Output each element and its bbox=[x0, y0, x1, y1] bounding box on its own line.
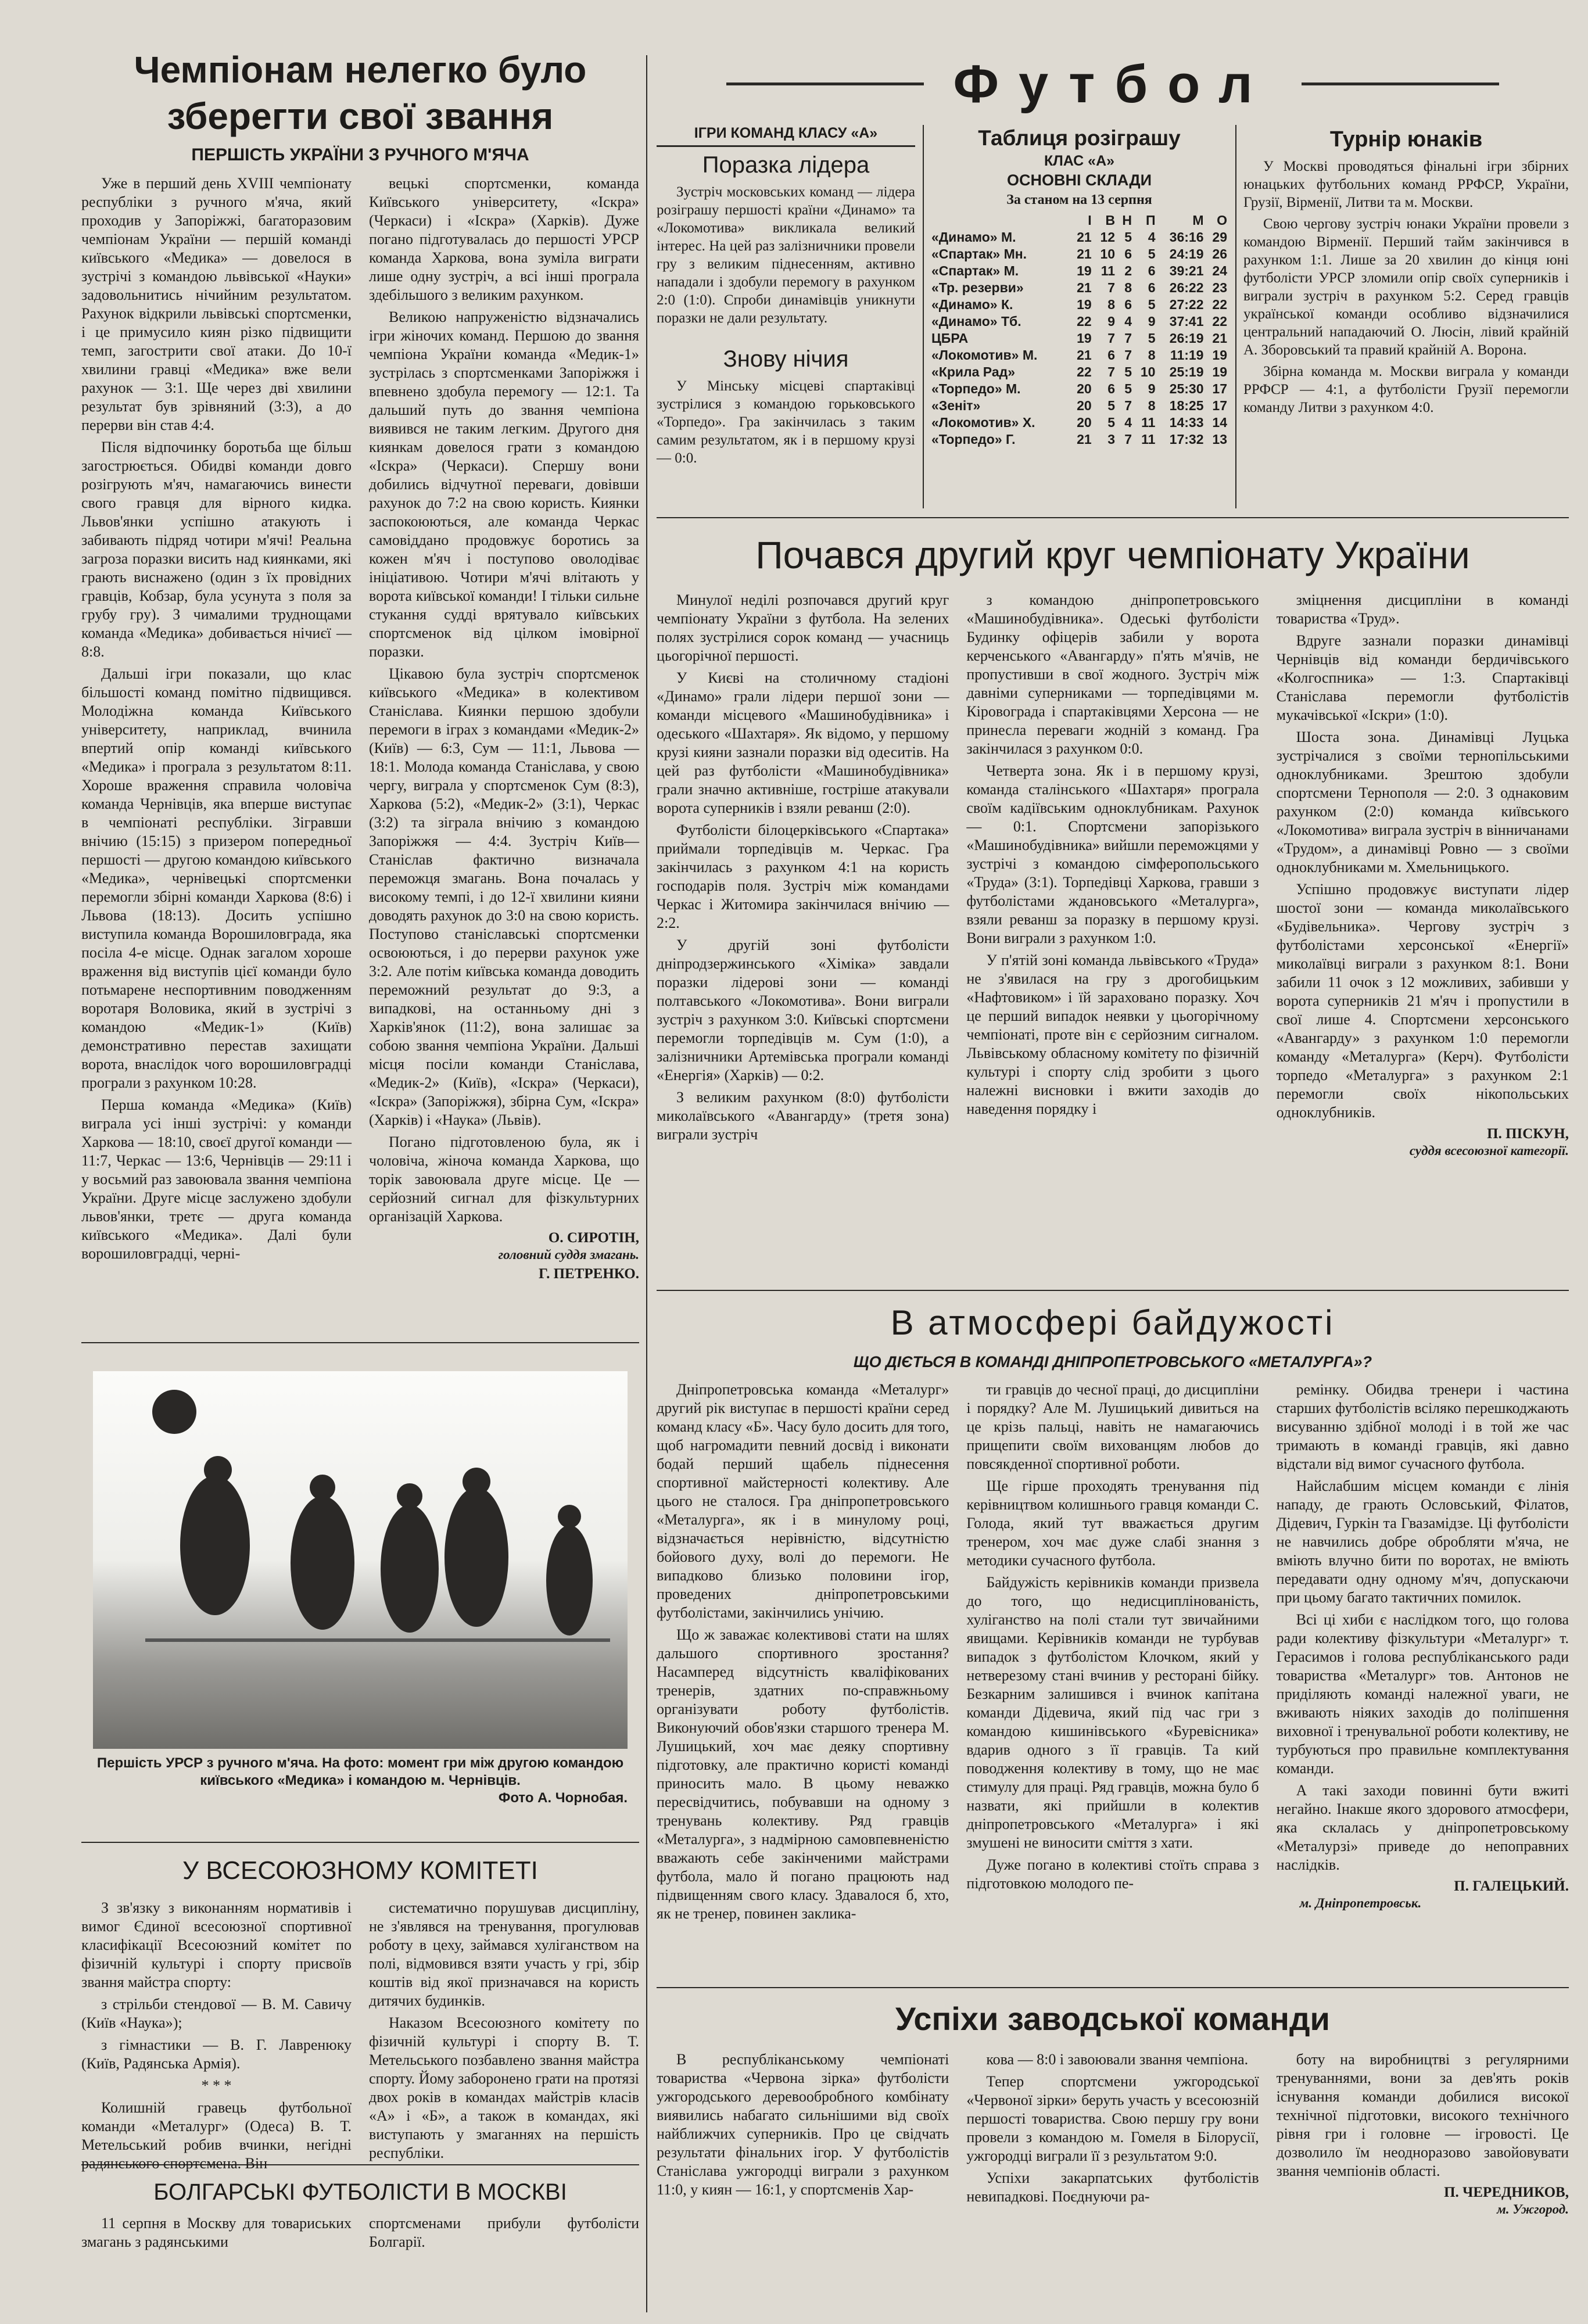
indifference-col1 bbox=[657, 1380, 949, 1927]
youth-article bbox=[1243, 125, 1569, 511]
team-name: «Динамо» Тб. bbox=[931, 314, 1021, 329]
stat-cell: 4 bbox=[1148, 229, 1156, 245]
paragraph: Найслабшим місцем команди є лінія нападу, де грають Ословський, Філатов, Дідевич, Гуркін та Гвазамідзе. Ці футболісти не навчились добре обробляти м'яча, не вміють влучно бити по воротах, не вміють передавати одну одному м'яч, допускаючи при цьому багато тактичних помилок. bbox=[1276, 1477, 1569, 1606]
paragraph: Успіхи закарпатських футболістів невипадкові. Поєднуючи ра- bbox=[966, 2169, 1259, 2205]
team-name: «Динамо» М. bbox=[931, 229, 1016, 245]
paragraph: спортсменами прибули футболісти Болгарії. bbox=[369, 2215, 639, 2250]
paragraph: Четверта зона. Як і в першому крузі, команда сталінського «Шахтаря» програла своїм кадіївським одноклубникам. Рахунок — 0:1. Спортсмени запорізького «Машинобудівника» вийшли переможцями у зустрічі з командою сімферопольського «Труда» (3:1). Торпедівці Харкова, гравши з футболістами ждановського «Металурга», взяли реванш за поразку в першому крузі. Вони виграли з рахунком 1:0. bbox=[966, 762, 1259, 946]
stat-cell: 5 bbox=[1148, 331, 1156, 346]
table-row bbox=[930, 246, 1229, 263]
stat-cell: 21 bbox=[1077, 432, 1092, 447]
paragraph: Ще гірше проходять тренування під керівництвом колишнього гравця команди С. Голода, який тут вважається другим тренером, хоч має дуже слабі знання з методики сучасного футбола. bbox=[966, 1477, 1259, 1569]
paragraph: Що ж заважає колективові стати на шлях дальшого спортивного зростання? Насамперед відсутність кваліфікованих тренерів, здатних по-справжньому організувати роботу футболістів. Виконуючий обов'язки старшого тренера М. Лушицький, хоч має деяку спортивну підготовку, але практично користі команді приносить мало. В цьому неважко пересвідчитись, побувавши на одному з тренувань колективу. Ряд гравців «Металурга», з надмірною самовпевненістю вважають себе закінченими майстрами футбола, мало й погано працюють над підвищенням свого класу. Здавалося б, хто, як не тренер, повинен заклика- bbox=[657, 1626, 949, 1922]
standings-date: За станом на 13 серпня bbox=[1006, 192, 1152, 207]
signature-place: м. Дніпропетровськ. bbox=[1299, 1896, 1422, 1910]
asterisks: * * * bbox=[201, 2077, 232, 2094]
class-a-games bbox=[657, 125, 915, 511]
stat-cell: 20 bbox=[1077, 381, 1092, 396]
paragraph: Дальші ігри показали, що клас більшості команд помітно підвищився. Молодіжна команда Київського університету, наприклад, вчинила впертий опір команді київського «Медика» і програла з результатом 8:11. Хороше враження справила чоловіча команда Чернівців, яка вперше виступає в чемпіонаті республіки. Зігравши внічию (15:15) з призером попередньої першості — другою командою київського «Медика», чернівецькі спортсменки перемогли збірні команди Харкова (8:6) і Львова (18:13). Досить успішно виступила команда Ворошиловграда, яка посіла 4-е місце. Однак загалом хороше враження від виступів цієї команди було потьмарене неспортивним поводженням воротаря Воловика, який в зустрічі з командою «Медик-1» (Київ) демонстративно перестав захищати ворота, внаслідок чого ворошиловградці програли з рахунком 10:28. bbox=[81, 665, 352, 1091]
paragraph: кова — 8:0 і завоювали звання чемпіона. bbox=[986, 2051, 1249, 2068]
stat-cell: 5 bbox=[1124, 229, 1132, 245]
class-a-header: ІГРИ КОМАНД КЛАСУ «А» bbox=[657, 125, 915, 147]
paragraph: Всі ці хиби є наслідком того, що голова ради колективу фізкультури «Металург» т. Герасимов і голова республіканського ради товариства «Металург» тов. Антонов не приділяють команді належної уваги, не вживають ніяких заходів до поліпшення виховної і тренувальної роботи колективу, не турбуються про правильне комплектування команди. bbox=[1276, 1611, 1569, 1777]
paragraph: У п'ятій зоні команда львівського «Труда» не з'явилася на гру з дрогобицьким «Нафтовиком» і їй зараховано поразку. Хоч це перший випадок неявки у цьогорічному чемпіонаті, проте він є серйозним сигналом. Львівському обласному комітету по фізичній культурі і спорту слід зробити з цього належні висновки і вжити заходів до наведення порядку і bbox=[966, 952, 1259, 1117]
stat-cell: 5 bbox=[1107, 415, 1116, 430]
paragraph: Зустріч московських команд — лідера розіграшу першості країни «Динамо» та «Локомотива» викликала великий інтерес. На цей раз залізничники провели гру з великим піднесенням, активно нападали і здобули перемогу в рахунком 2:0 (1:0). Спроби динамівців уникнути поразки не дали результату. bbox=[657, 184, 915, 326]
stat-cell: 3 bbox=[1107, 432, 1116, 447]
stat-cell: 6 bbox=[1124, 246, 1132, 261]
stat-cell: 19 bbox=[1077, 331, 1092, 346]
standings-title: Таблиця розіграшу bbox=[978, 126, 1181, 150]
column-rule-class-a bbox=[923, 125, 924, 508]
team-name: «Спартак» М. bbox=[931, 263, 1019, 278]
rule-above-committee bbox=[81, 1842, 639, 1843]
factory-col3 bbox=[1277, 2050, 1569, 2218]
paragraph: Дуже погано в колективі стоїть справа з підготовкою молодого пе- bbox=[966, 1856, 1259, 1892]
stat-cell: 26 bbox=[1212, 246, 1227, 261]
stat-cell: 2 bbox=[1124, 263, 1132, 278]
paragraph: вецькі спортсменки, команда Київського університету, «Іскра» (Черкаси) і «Іскра» (Харків). Дуже погано підготувалась до першості УРСР команда Харкова, вона зуміла виграти лише одну зустріч, а всі інші програла здебільшого з великим рахунком. bbox=[369, 175, 639, 303]
factory-article bbox=[657, 1996, 1569, 2315]
rule-above-indifference bbox=[657, 1290, 1569, 1291]
paragraph: З великим рахунком (8:0) футболісти миколаївського «Авангарду» (третя зона) виграли зустріч bbox=[657, 1089, 949, 1143]
table-row bbox=[930, 296, 1229, 313]
stat-cell: 11 bbox=[1141, 432, 1156, 447]
players-illustration bbox=[93, 1371, 628, 1749]
table-row bbox=[930, 381, 1229, 397]
team-name: «Крила Рад» bbox=[931, 364, 1016, 379]
paragraph: Вдруге зазнали поразки динамівці Чернівців від команди бердичівського «Колгоспника» — 1:3. Спартаківці Станіслава перемогли футболістів мукачівської «Іскри» (1:0). bbox=[1276, 632, 1569, 723]
column-rule-table bbox=[1235, 125, 1236, 508]
paragraph: Шоста зона. Динамівці Луцька зустрічалися з своїми тернопільськими одноклубниками. Зрештою здобули спортсмени Тернополя — 2:0. З однаковим рахунком (2:0) команда київського «Локомотива» виграла зустріч в вінничанами «Трудом», а динамівці Ровно — з своїми одноклубниками м. Хмельницького. bbox=[1276, 729, 1569, 876]
standings-header-row bbox=[930, 212, 1229, 229]
rule-above-factory bbox=[657, 1987, 1569, 1988]
committee-col2 bbox=[369, 1899, 639, 2166]
stat-cell: 22 bbox=[1077, 364, 1092, 379]
stat-cell: 7 bbox=[1107, 364, 1116, 379]
stat-cell: 21 bbox=[1212, 331, 1227, 346]
second-round-col2 bbox=[966, 591, 1259, 1122]
signature-piskun: П. ПІСКУН, bbox=[1487, 1126, 1569, 1142]
stat-cell: 5 bbox=[1124, 381, 1132, 396]
paragraph: боту на виробництві з регулярними тренуваннями, вони за дев'ять років існування команди добилися високої технічної підготовки, високого технічного рівня гри і головне — ігровості. Це дозволило їм неодноразово завойовувати звання чемпіонів області. bbox=[1276, 2051, 1569, 2179]
stat-cell: 5 bbox=[1148, 297, 1156, 312]
team-name: «Динамо» К. bbox=[931, 297, 1013, 312]
column-header: О bbox=[1217, 213, 1227, 228]
paragraph: З зв'язку з виконанням нормативів і вимог Єдиної всесоюзної спортивної класифікації Всесоюзний комітет по фізичній культурі і спорту присвоїв звання майстра спорту: bbox=[81, 1899, 352, 1991]
stat-cell: 7 bbox=[1107, 280, 1116, 295]
bulgarian-col1 bbox=[81, 2214, 352, 2255]
stat-cell: 25:30 bbox=[1169, 381, 1204, 396]
team-name: ЦБРА bbox=[931, 331, 969, 346]
signature-role: суддя всесоюзної категорії. bbox=[1409, 1143, 1569, 1158]
indifference-subtitle: ЩО ДІЄТЬСЯ В КОМАНДІ ДНІПРОПЕТРОВСЬКОГО «МЕТАЛУРГА»? bbox=[853, 1353, 1372, 1371]
stat-cell: 11:19 bbox=[1170, 347, 1204, 363]
stat-cell: 7 bbox=[1124, 347, 1132, 363]
column-rule-left bbox=[646, 55, 647, 2312]
photo-caption bbox=[93, 1755, 628, 1813]
handball-title-line2: зберегти свої звання bbox=[167, 95, 554, 137]
paragraph: Збірна команда м. Москви виграла у команди РРФСР — 4:1, а футболісти Грузії перемогли команду Литви з рахунком 4:0. bbox=[1243, 364, 1569, 415]
column-header: М bbox=[1192, 213, 1204, 228]
table-row bbox=[930, 397, 1229, 414]
team-name: «Тр. резерви» bbox=[931, 280, 1024, 295]
rule-above-second-round bbox=[657, 517, 1569, 518]
column-header: І bbox=[1088, 213, 1092, 228]
handball-photo bbox=[93, 1371, 628, 1749]
paragraph: Свою чергову зустріч юнаки України провели з командою Вірменії. Перший тайм закінчився в рахунком 1:1. Лише за 20 хвилин до кінця юні футболісти УРСР зломили опір своїх суперників і виграли зустріч в рахунком 5:2. Серед гравців української команди особливо відзначилися центральний нападаючий О. Люсін, лівий крайній А. Зборовський та правий крайній А. Ворона. bbox=[1243, 216, 1569, 358]
stat-cell: 11 bbox=[1101, 263, 1116, 278]
table-row bbox=[930, 347, 1229, 364]
paragraph: Футболісти білоцерківського «Спартака» приймали торпедівців м. Черкас. Гра закінчилась з рахунком 4:1 на користь господарів поля. Зустріч між командами Черкас і Житомира закінчилася внічию — 2:2. bbox=[657, 822, 949, 931]
bulgarian-col2 bbox=[369, 2214, 639, 2255]
paragraph: Уже в перший день XVIII чемпіонату республіки з ручного м'яча, який проходив у Запоріжжі, багаторазовим чемпіонам України — першій команді київського «Медика» — довелося в зустрічі з командою львівської «Науки» задовольнитись нічийним результатом. Рахунок відкрили львівські спортсменки, і це примусило киян різко підвищити темп, загострити свої атаки. До 10-ї хвилини гравці «Медика» вже вели рахунок — 3:1. Ще через дві хвилини результат був зрівняний (3:3), а до перерви він став 4:4. bbox=[81, 175, 352, 433]
youth-title: Турнір юнаків bbox=[1329, 127, 1483, 152]
indifference-col3 bbox=[1277, 1380, 1569, 1911]
stat-cell: 17:32 bbox=[1169, 432, 1204, 447]
stat-cell: 22 bbox=[1212, 314, 1227, 329]
team-name: «Зеніт» bbox=[931, 398, 981, 413]
committee-article bbox=[81, 1853, 639, 2172]
stat-cell: 6 bbox=[1107, 347, 1116, 363]
stat-cell: 7 bbox=[1107, 331, 1116, 346]
stat-cell: 22 bbox=[1212, 297, 1227, 312]
paragraph: Тепер спортсмени ужгородської «Червоної зірки» беруть участь у всесоюзній першості товариства. Свою першу гру вони провели з командою м. Гомеля в Білорусії, ужгородці виграли її з результатом 9:0. bbox=[966, 2073, 1259, 2164]
committee-title: У ВСЕСОЮЗНОМУ КОМІТЕТІ bbox=[182, 1856, 538, 1885]
stat-cell: 9 bbox=[1107, 314, 1116, 329]
table-row bbox=[930, 279, 1229, 296]
team-name: «Торпедо» М. bbox=[931, 381, 1021, 396]
stat-cell: 26:22 bbox=[1169, 280, 1204, 295]
bulgarian-title: БОЛГАРСЬКІ ФУТБОЛІСТИ В МОСКВІ bbox=[153, 2179, 567, 2205]
signature-role: головний суддя змагань. bbox=[498, 1247, 639, 1262]
second-round-col1 bbox=[657, 591, 949, 1147]
stat-cell: 13 bbox=[1212, 432, 1227, 447]
stat-cell: 19 bbox=[1077, 297, 1092, 312]
stat-cell: 6 bbox=[1107, 381, 1116, 396]
stat-cell: 21 bbox=[1077, 280, 1092, 295]
stat-cell: 8 bbox=[1124, 280, 1132, 295]
stat-cell: 21 bbox=[1077, 347, 1092, 363]
paragraph: Колишній гравець футбольної команди «Металург» (Одеса) В. Т. Метельський робив вчинки, негідні радянського спортсмена. Він bbox=[81, 2099, 352, 2172]
column-header: П bbox=[1145, 213, 1156, 228]
stat-cell: 17 bbox=[1212, 398, 1227, 413]
stat-cell: 6 bbox=[1124, 297, 1132, 312]
handball-title-line1: Чемпіонам нелегко було bbox=[134, 49, 587, 91]
stat-cell: 6 bbox=[1148, 263, 1156, 278]
table-row bbox=[930, 414, 1229, 431]
paragraph: Цікавою була зустріч спортсменок київського «Медика» в колективом Станіслава. Киянки першою здобули перемоги в іграх з командами «Медик-2» (Київ) — 6:3, Сум — 11:1, Львова — 18:1. Молода команда Станіслава, у свою чергу, виграла у спортсменок Сум (8:3), Харкова (5:2), «Медик-2» (3:1), Черкас (3:2) та зіграла внічию з командою Запоріжжя — 4:4. Зустріч Київ—Станіслав фактично визначала переможця змагань. Вона почалась у високому темпі, і до 12-ї хвилини кияни доводять рахунок до 3:0 на свою користь. Поступово станіславські спортсменки освоюються, і до перерви рахунок уже 3:2. Але потім київська команда доводить переможний результат до 9:3, а випадкові, на останньому дні з Харків'янок (11:2), вона залишає за собою звання чемпіона України. Дальші місця посіли команди Станіслава, «Медик-2» (Київ), «Іскра» (Черкаси), «Іскра» (Запоріжжя), збірна Сум, «Іскра» (Харків) і «Наука» (Львів). bbox=[369, 665, 639, 1128]
paragraph: з гімнастики — В. Г. Лавренюку (Київ, Радянська Армія). bbox=[81, 2036, 352, 2072]
factory-col2 bbox=[966, 2050, 1259, 2210]
draw-again-title: Знову нічия bbox=[723, 346, 849, 372]
paragraph: Успішно продовжує виступати лідер шостої зони — команда миколаївського «Будівельника». Чергову зустріч з футболістами херсонської «Енергії» миколаївці виграли з рахунком 8:1. Вони забили 11 очок з 12 можливих, забивши у ворота суперників 21 м'яч і пропустили в свої лише 4. Спортсмени херсонського «Авангарду» з рахунком 1:0 перемогли команду «Металурга» (Керч). Футболісти торпедо «Металурга» з рахунком 2:1 перемогли своїх нікопольських одноклубників. bbox=[1276, 881, 1569, 1121]
stat-cell: 5 bbox=[1124, 364, 1132, 379]
team-name: «Локомотив» Х. bbox=[931, 415, 1035, 430]
stat-cell: 21 bbox=[1077, 229, 1092, 245]
stat-cell: 8 bbox=[1148, 398, 1156, 413]
stat-cell: 5 bbox=[1148, 246, 1156, 261]
signature-sirotin: О. СИРОТІН, bbox=[548, 1230, 639, 1246]
stat-cell: 9 bbox=[1148, 314, 1156, 329]
paragraph: Після відпочинку боротьба ще більш загострюється. Обидві команди довго розігрують м'яч, намагаючись винести свого гравця для вірного кидка. Львов'янки успішно атакують і забивають підряд чотири м'ячі! Реальна загроза поразки висить над киянками, які грають виснажено (один з їх провідних гравців, Кобзар, була усунута з поля за грубу гру). З чималими труднощами команда «Медика» добивається нічиєї — 8:8. bbox=[81, 439, 352, 660]
stat-cell: 10 bbox=[1140, 364, 1156, 379]
stat-cell: 12 bbox=[1100, 229, 1116, 245]
column-header: В bbox=[1105, 213, 1116, 228]
team-name: «Локомотив» М. bbox=[931, 347, 1038, 363]
handball-subtitle: ПЕРШІСТЬ УКРАЇНИ З РУЧНОГО М'ЯЧА bbox=[191, 145, 529, 164]
indifference-article bbox=[657, 1299, 1569, 1984]
paragraph: А такі заходи повинні бути вжиті негайно. Інакше якого здорового атмосфери, яка склалась у дніпропетровському «Металурзі» приведе до непоправних наслідків. bbox=[1276, 1782, 1569, 1873]
stat-cell: 8 bbox=[1148, 347, 1156, 363]
handball-col1 bbox=[81, 174, 352, 1267]
second-round-title: Почався другий круг чемпіонату України bbox=[755, 533, 1470, 576]
paragraph: У Мінську місцеві спартаківці зустрілися з командою горьковського «Торпедо». Гра закінчилась з таким самим результатом, як і в першому крузі — 0:0. bbox=[657, 378, 915, 466]
stat-cell: 4 bbox=[1124, 415, 1132, 430]
stat-cell: 14:33 bbox=[1169, 415, 1204, 430]
stat-cell: 21 bbox=[1077, 246, 1092, 261]
stat-cell: 9 bbox=[1148, 381, 1156, 396]
table-row bbox=[930, 229, 1229, 246]
handball-col2 bbox=[369, 174, 639, 1283]
standings-class: КЛАС «А» bbox=[1044, 153, 1115, 169]
standings-block bbox=[930, 125, 1229, 511]
paragraph: Байдужість керівників команди призвела до того, що недисциплінованість, хуліганство на полі стали тут звичайними явищами. Керівників команди не турбував випадок з футболістом Клочком, який у нетверезому стані вчинив у ресторані бійку. Безкарним залишився і вчинок капітана команди Дідевича, який під час гри з командою кишинівського «Буревісника» вдарив одного з її гравців. Та кий поводження колективу в тому, що не має стимулу для праці. Ряд гравців, можна було б назвати, які прийшли в колектив дніпропетровського «Металурга» і які змушені не виносити сміття з хати. bbox=[966, 1574, 1259, 1851]
stat-cell: 7 bbox=[1124, 331, 1132, 346]
handball-article bbox=[81, 46, 639, 1342]
stat-cell: 19 bbox=[1077, 263, 1092, 278]
photo-credit: Фото А. Чорнобая. bbox=[498, 1790, 628, 1806]
stat-cell: 20 bbox=[1077, 398, 1092, 413]
stat-cell: 20 bbox=[1077, 415, 1092, 430]
table-row bbox=[930, 431, 1229, 448]
paragraph: ти гравців до чесної праці, до дисципліни і порядку? Але М. Лушицький дивиться на це крізь пальці, навіть не намагаючись прищепити своїм вихованцям любов до повсякденної спортивної роботи. bbox=[966, 1381, 1259, 1472]
team-name: «Спартак» Мн. bbox=[931, 246, 1027, 261]
stat-cell: 39:21 bbox=[1169, 263, 1204, 278]
stat-cell: 22 bbox=[1077, 314, 1092, 329]
paragraph: У Києві на столичному стадіоні «Динамо» грали лідери першої зони — команди місцевого «Машинобудівника» і одеського «Шахтаря». Як відомо, у першому крузі кияни зазнали поразки від одеситів. На цей раз футболісти «Машинобудівника» грали значно активніше, гостріше атакували ворота суперників і взяли реванш (2:0). bbox=[657, 669, 949, 816]
paragraph: Минулої неділі розпочався другий круг чемпіонату України з футбола. На зелених полях зустрілися сорок команд — учасниць цьогорічної першості. bbox=[657, 591, 949, 664]
table-row bbox=[930, 313, 1229, 330]
stat-cell: 6 bbox=[1148, 280, 1156, 295]
table-row bbox=[930, 263, 1229, 279]
signature-galetsky: П. ГАЛЕЦЬКИЙ. bbox=[1454, 1878, 1569, 1894]
team-name: «Торпедо» Г. bbox=[931, 432, 1016, 447]
paragraph: Дніпропетровська команда «Металург» другий рік виступає в першості країни серед команд класу «Б». Часу було досить для того, щоб нагромадити певний досвід і виконати бодай перший щабель піднесення спортивної майстерності колективу. Але цього не сталося. Гра дніпропетровського «Металурга», як і в минулому році, відзначається нерівністю, відсутністю бойового духу, волі до перемоги. Не випадково близько половини ігор, проведених дніпропетровськими футболістами, закінчились унічию. bbox=[657, 1381, 949, 1621]
column-header: Н bbox=[1122, 213, 1132, 228]
standings-table bbox=[930, 212, 1229, 448]
paragraph: систематично порушував дисципліну, не з'являвся на тренування, прогулював роботу в цеху, займався хуліганством на полі, відмовився взяти участь у грі, збір коштів від якої призначався на користь дитячих будинків. bbox=[369, 1899, 639, 2009]
second-round-col3 bbox=[1277, 591, 1569, 1159]
stat-cell: 37:41 bbox=[1169, 314, 1204, 329]
indifference-col2 bbox=[966, 1380, 1259, 1896]
stat-cell: 27:22 bbox=[1169, 297, 1204, 312]
stat-cell: 14 bbox=[1212, 415, 1227, 430]
bulgarian-article bbox=[81, 2176, 639, 2315]
stat-cell: 5 bbox=[1107, 398, 1116, 413]
paragraph: з командою дніпропетровського «Машинобудівника». Одеські футболісти Будинку офіцерів забили у ворота керченського «Авангарду» п'ять м'ячів, не пропустивши в свої жодного. Зустріч між давніми суперниками — торпедівцями м. Кіровограда і спартаківцями Херсона — не принесла переваги жодній з команд. Гра закінчилася з рахунком 0:0. bbox=[966, 591, 1259, 757]
signature-petrenko: Г. ПЕТРЕНКО. bbox=[539, 1266, 639, 1282]
stat-cell: 36:16 bbox=[1169, 229, 1204, 245]
stat-cell: 29 bbox=[1212, 229, 1227, 245]
stat-cell: 24 bbox=[1212, 263, 1227, 278]
stat-cell: 8 bbox=[1107, 297, 1116, 312]
stat-cell: 18:25 bbox=[1169, 398, 1204, 413]
photo-caption-text: Першість УРСР з ручного м'яча. На фото: момент гри між другою командою київського «Медика» і командою м. Чернівців. bbox=[96, 1755, 624, 1788]
stat-cell: 7 bbox=[1124, 432, 1132, 447]
standings-subtitle: ОСНОВНІ СКЛАДИ bbox=[1006, 171, 1152, 189]
stat-cell: 17 bbox=[1212, 381, 1227, 396]
factory-col1 bbox=[657, 2050, 949, 2203]
paragraph: В республіканському чемпіонаті товариства «Червона зірка» футболісти ужгородського деревообробного комбінату виявились набагато сильнішими від своїх найближчих суперників. Про це свідчать результати фінальних ігор. У футболістів Станіслава ужгородці виграли з рахунком 11:0, у киян — 16:1, у спортсменів Хар- bbox=[657, 2051, 949, 2198]
leader-defeat-title: Поразка лідера bbox=[702, 152, 870, 178]
paragraph: Погано підготовленою була, як і чоловіча, жіноча команда Харкова, що торік завоювала друге місце. Це — серйозний сигнал для фізкультурних організацій Харкова. bbox=[369, 1134, 639, 1225]
stat-cell: 19 bbox=[1212, 347, 1227, 363]
football-banner-title: Футбол bbox=[953, 55, 1272, 114]
paragraph: з стрільби стендової — В. М. Савичу (Київ «Наука»); bbox=[81, 1996, 352, 2031]
signature-place: м. Ужгород. bbox=[1497, 2202, 1569, 2217]
second-round-article bbox=[657, 526, 1569, 1287]
paragraph: Наказом Всесоюзного комітету по фізичній культурі і спорту В. Т. Метельського позбавлено звання майстра спорту. Йому заборонено грати на протязі двох років в командах майстрів класів «А» і «Б», а також в командах, які виступають у змаганнях на першість республіки. bbox=[369, 2014, 639, 2161]
stat-cell: 4 bbox=[1124, 314, 1132, 329]
table-row bbox=[930, 364, 1229, 381]
stat-cell: 25:19 bbox=[1169, 364, 1204, 379]
football-banner bbox=[657, 46, 1569, 122]
signature-cherednikov: П. ЧЕРЕДНИКОВ, bbox=[1444, 2185, 1569, 2200]
table-row bbox=[930, 330, 1229, 347]
paragraph: У Москві проводяться фінальні ігри збірних юнацьких футбольних команд РРФСР, України, Грузії, Вірменії, Литви та м. Москви. bbox=[1243, 159, 1569, 210]
stat-cell: 26:19 bbox=[1169, 331, 1204, 346]
paragraph: У другій зоні футболісти дніпродзержинського «Хіміка» завдали поразки лідерові зони — команді полтавського «Локомотива». Вони виграли зустріч з рахунком 3:0. Київські спортсмени перемогли торпедівців м. Сум (1:0), а залізничники Артемівська програли команді «Енергія» (Харків) — 0:2. bbox=[657, 937, 949, 1084]
paragraph: Великою напруженістю відзначались ігри жіночих команд. Першою до звання чемпіона України команда «Медик-1» зустрілась з спортсменками Запоріжжя і впевнено здобула перемогу — 12:1. Та дальший путь до звання чемпіона виявився не таким легким. Другого дня киянкам довелося грати з командою «Іскра» (Черкаси). Спершу вони добились відчутної переваги, довівши рахунок до 7:2 на свою користь. Киянки заспокоюються, але команда Черкас самовіддано продовжує боротись за кожен м'яч і поступово оволодіває ініціативою. Чотири м'ячі влітають у ворота київської команди! І тільки сильне стукання судді врятувало київських спортсменок від цілком імовірної поразки. bbox=[369, 309, 639, 660]
stat-cell: 19 bbox=[1212, 364, 1227, 379]
stat-cell: 10 bbox=[1100, 246, 1116, 261]
paragraph: ремінку. Обидва тренери і частина старших футболістів всіляко перешкоджають висуванню здібної молоді і в той же час тримають в команді гравців, які давно відстали від вимог сучасного футбола. bbox=[1276, 1381, 1569, 1472]
stat-cell: 7 bbox=[1124, 398, 1132, 413]
stat-cell: 24:19 bbox=[1169, 246, 1204, 261]
indifference-title: В атмосфері байдужості bbox=[890, 1303, 1335, 1342]
paragraph: Перша команда «Медика» (Київ) виграла усі інші зустрічі: у команди Харкова — 18:10, своєї другої команди — 11:7, Черкас — 13:6, Чернівців — 29:11 і у восьмий раз завоювала звання чемпіона України. Друге місце заслужено здобули львов'янки, третє — друга команда київського «Медика». Далі були ворошиловградці, черні- bbox=[81, 1096, 352, 1262]
paragraph: 11 серпня в Москву для товариських змагань з радянськими bbox=[81, 2215, 352, 2250]
factory-title: Успіхи заводської команди bbox=[895, 2000, 1330, 2037]
rule-left-mid bbox=[81, 1342, 639, 1343]
committee-col1 bbox=[81, 1899, 352, 2176]
paragraph: зміцнення дисципліни в команді товариства «Труд». bbox=[1276, 591, 1569, 627]
stat-cell: 23 bbox=[1212, 280, 1227, 295]
stat-cell: 11 bbox=[1141, 415, 1156, 430]
